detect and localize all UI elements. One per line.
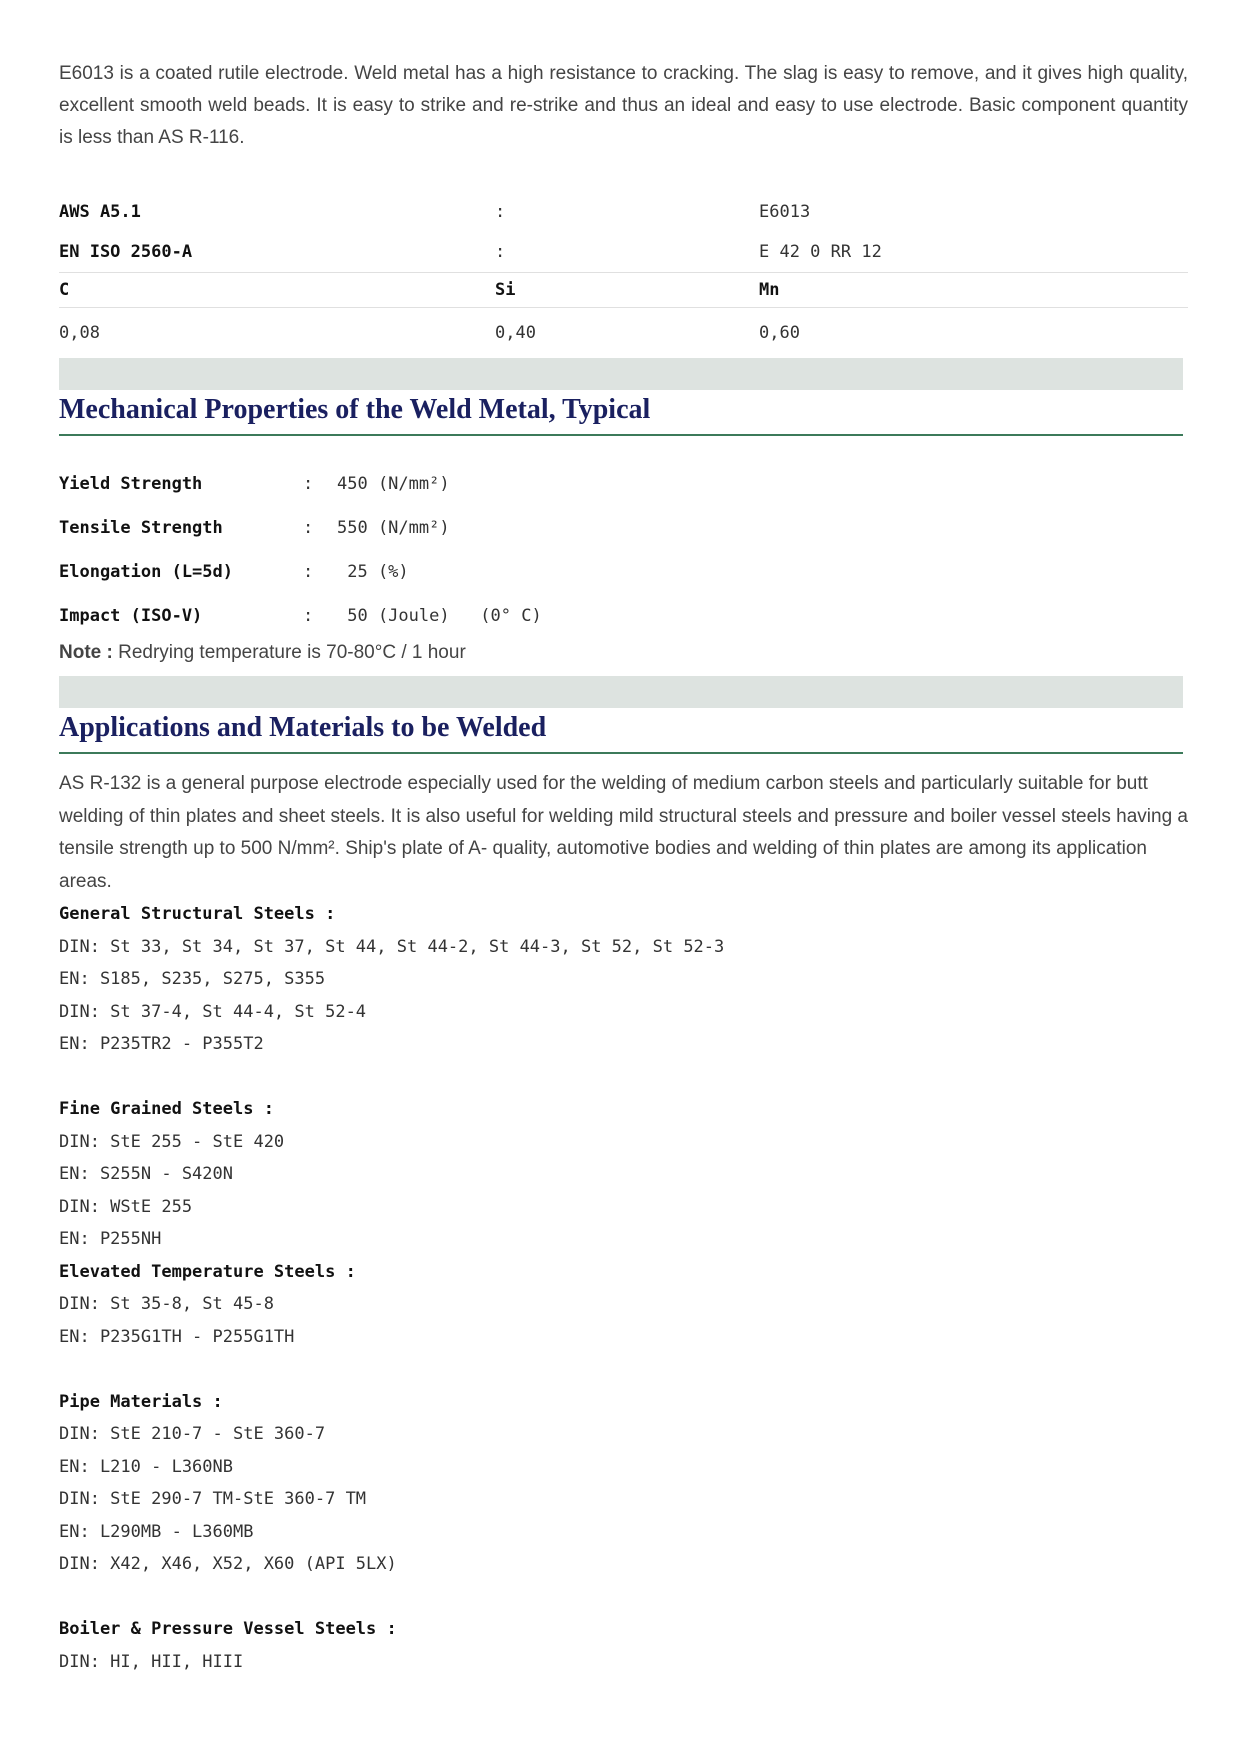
material-group (59, 898, 1188, 1061)
section-divider-bar (59, 358, 1183, 390)
group-line: EN: L210 - L360NB (59, 1456, 233, 1477)
spec-standard: AWS A5.1 (59, 202, 141, 222)
group-line: DIN: X42, X46, X52, X60 (API 5LX) (59, 1554, 397, 1574)
group-line: DIN: HI, HII, HIII (59, 1651, 244, 1672)
group-title: General Structural Steels : (59, 904, 336, 924)
property-separator: : (303, 474, 314, 494)
spacer (59, 1353, 1188, 1386)
chemistry-header: Mn (759, 280, 780, 300)
material-group (59, 1386, 1188, 1581)
group-line: DIN: St 35-8, St 45-8 (59, 1294, 274, 1314)
chemistry-value-row (59, 308, 1188, 358)
property-row (59, 462, 1188, 506)
document-page (59, 58, 1188, 1678)
property-label: Elongation (L=5d) (59, 562, 233, 582)
material-group (59, 1256, 1188, 1354)
spacer (59, 1581, 1188, 1614)
spec-value: E6013 (759, 202, 811, 222)
group-title: Elevated Temperature Steels : (59, 1261, 356, 1282)
chemistry-header: Si (495, 280, 516, 300)
group-line: EN: S255N - S420N (59, 1164, 233, 1184)
spec-separator: : (495, 202, 506, 222)
spec-separator: : (495, 242, 506, 262)
intro-paragraph: E6013 is a coated rutile electrode. Weld metal has a high resistance to cracking. The slag is easy to remove, and it gives high quality, excellent smooth weld beads. It is easy to strike and re-strike and thus an ideal and easy to use electrode. Basic component quantity is less than AS R-116. (59, 63, 1188, 148)
group-line: EN: P235G1TH - P255G1TH (59, 1326, 295, 1347)
material-group (59, 1613, 1188, 1678)
note-text: Redrying temperature is 70-80°C / 1 hour (112, 642, 466, 663)
group-line: DIN: StE 210-7 - StE 360-7 (59, 1424, 326, 1444)
property-row (59, 594, 1188, 638)
classification-table (59, 192, 1188, 358)
group-title: Fine Grained Steels : (59, 1099, 274, 1119)
group-line: DIN: StE 255 - StE 420 (59, 1131, 285, 1152)
group-title: Boiler & Pressure Vessel Steels : (59, 1619, 397, 1639)
material-groups (59, 898, 1188, 1678)
property-label: Impact (ISO-V) (59, 606, 203, 626)
spec-row (59, 192, 1188, 232)
spec-row (59, 232, 1188, 272)
section-title-applications: Applications and Materials to be Welded (59, 708, 1183, 754)
group-title: Pipe Materials : (59, 1391, 223, 1412)
property-value: 450 (N/mm²) (337, 474, 450, 494)
property-value: 25 (%) (337, 562, 409, 582)
chemistry-value: 0,40 (495, 323, 536, 343)
property-label: Yield Strength (59, 474, 203, 494)
property-row (59, 550, 1188, 594)
group-line: EN: P235TR2 - P355T2 (59, 1034, 264, 1054)
chemistry-header-row (59, 272, 1188, 308)
property-label: Tensile Strength (59, 518, 223, 538)
spec-standard: EN ISO 2560-A (59, 242, 193, 262)
material-group (59, 1093, 1188, 1256)
group-line: EN: S185, S235, S275, S355 (59, 969, 326, 989)
spec-value: E 42 0 RR 12 (759, 242, 882, 262)
group-line: DIN: WStE 255 (59, 1196, 193, 1217)
group-line: DIN: St 33, St 34, St 37, St 44, St 44-2, St 44-3, St 52, St 52-3 (59, 936, 725, 957)
group-line: DIN: St 37-4, St 44-4, St 52-4 (59, 1001, 367, 1022)
property-value: 50 (Joule) (0° C) (337, 606, 542, 626)
section-title-mechanical: Mechanical Properties of the Weld Metal, Typical (59, 390, 1183, 436)
section-divider-bar (59, 676, 1183, 708)
applications-paragraph: AS R-132 is a general purpose electrode especially used for the welding of medium carbon steels and particularly suitable for butt welding of thin plates and sheet steels. It is also useful for welding mild structural steels and pressure and boiler vessel steels having a tensile strength up to 500 N/mm². Ship's plate of A- quality, automotive bodies and welding of thin plates are among its application areas. (59, 773, 1188, 892)
property-separator: : (303, 518, 314, 538)
property-row (59, 506, 1188, 550)
note (59, 638, 1188, 668)
group-line: EN: P255NH (59, 1229, 162, 1249)
chemistry-header: C (59, 280, 70, 300)
property-value: 550 (N/mm²) (337, 518, 450, 538)
mechanical-properties (59, 462, 1188, 638)
property-separator: : (303, 562, 314, 582)
spacer (59, 1061, 1188, 1094)
property-separator: : (303, 606, 314, 626)
chemistry-value: 0,08 (59, 323, 100, 343)
group-line: EN: L290MB - L360MB (59, 1521, 254, 1542)
group-line: DIN: StE 290-7 TM-StE 360-7 TM (59, 1489, 367, 1509)
chemistry-value: 0,60 (759, 323, 800, 343)
note-label: Note : (59, 642, 113, 663)
